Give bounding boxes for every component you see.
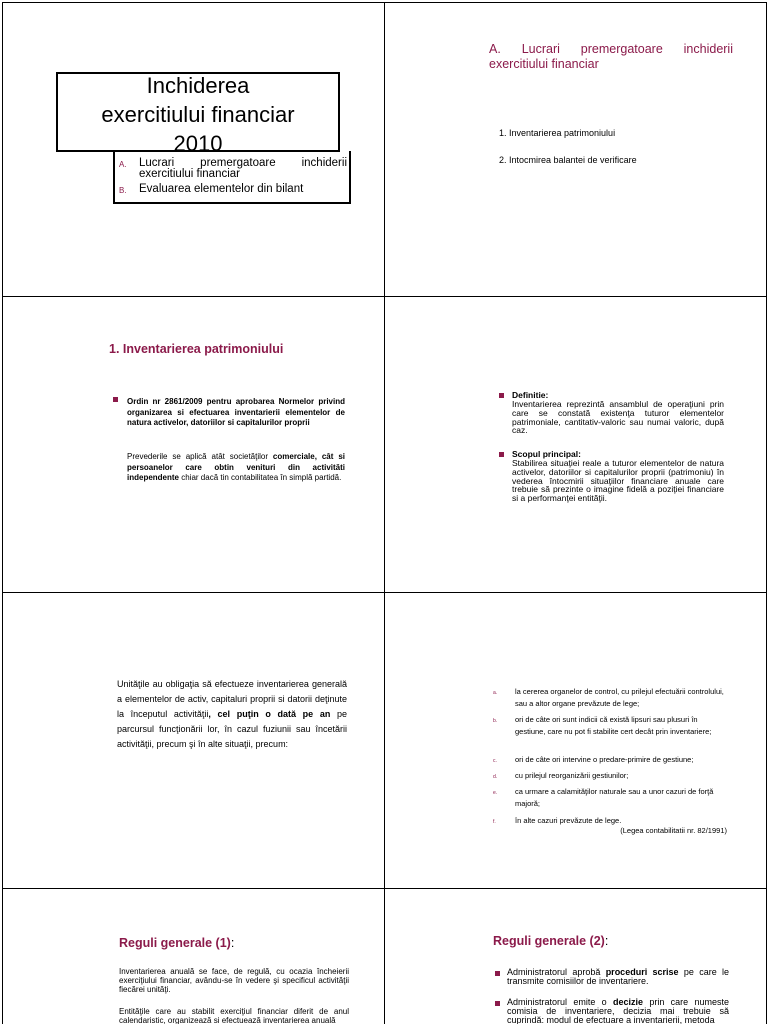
bullet-square-icon [499, 452, 504, 457]
slide-heading: 1. Inventarierea patrimoniului [109, 342, 284, 356]
item-text: cu prilejul reorganizării gestiunilor; [515, 771, 629, 780]
list-item [493, 714, 727, 738]
item-label: e. [493, 790, 498, 796]
list-item: 2. Intocmirea balantei de verificare [499, 155, 637, 165]
item-text: ca urmare a calamităţilor naturale sau a unor cazuri de forţă majoră; [515, 787, 714, 808]
list-item [493, 754, 727, 766]
slide-title [2, 2, 386, 298]
title-line-2: exercitiului financiar [101, 102, 295, 127]
slide-premergatoare [384, 2, 767, 298]
paragraph [127, 452, 345, 484]
section-text: Inventarierea reprezintă ansamblul de operaţiuni prin care se constată existenţa tuturor elementelor patrimoniale, cantitativ-valoric sau numai valoric, după caz. [512, 399, 724, 436]
slide-definitie [384, 296, 767, 594]
item-text: Evaluarea elementelor din bilant [139, 183, 304, 195]
item-label: f. [493, 819, 496, 825]
subtitle-item-b [119, 184, 347, 195]
heading-line-2: exercitiului financiar [489, 57, 599, 71]
title-line-3: 2010 [173, 131, 223, 156]
bullet-square-icon [113, 397, 118, 402]
bullet-text-part: Administratorul aprobă [507, 967, 606, 977]
presentation-title [56, 71, 340, 158]
list-item [493, 770, 727, 782]
paragraph-bold: , cel puţin o dată pe an [208, 709, 331, 719]
paragraph-text: chiar dacă tin contabilitatea în simplă partidă. [179, 473, 342, 482]
title-line-1: Inchiderea [146, 73, 250, 98]
bullet-text: Ordin nr 2861/2009 pentru aprobarea Normelor privind organizarea si efectuarea inventarierii elementelor de natura activelor, datoriilor si capitalurilor proprii [127, 397, 345, 427]
slide-inventarierea [2, 296, 386, 594]
paragraph-text: Prevederile se aplică atât societăţilor [127, 452, 273, 461]
item-label: b. [493, 718, 498, 724]
item-text: ori de câte ori sunt indicii că există lipsuri sau plusuri în gestiune, care nu pot fi stabilite cert decât prin inventariere; [515, 715, 712, 736]
bullet-text [507, 998, 729, 1024]
slide-reguli-1 [2, 888, 386, 1024]
paragraph-text: Unităţile au obligaţia să efectueze inventarierea generală a elementelor de activ, capitaluri proprii si datorii deţinute la începutul activităţii [117, 679, 347, 719]
bullet-square-icon [495, 971, 500, 976]
item-label: A. [119, 160, 127, 169]
bullet-square-icon [499, 393, 504, 398]
item-label: d. [493, 774, 498, 780]
item-label: c. [493, 758, 497, 764]
item-text: ori de câte ori intervine o predare-primire de gestiune; [515, 755, 694, 764]
list-item [493, 786, 727, 810]
section-heading: Definitie: [512, 390, 549, 400]
list-item [493, 686, 727, 710]
heading-text: Reguli generale (2) [493, 934, 605, 948]
list-item: 1. Inventarierea patrimoniului [499, 128, 616, 138]
bullet-text-bold: decizie [612, 997, 643, 1007]
slide-heading [493, 934, 608, 948]
heading-line-1: A. Lucrari premergatoare inchiderii [489, 42, 733, 56]
slide-heading [119, 936, 234, 950]
paragraph: Inventarierea anuală se face, de regulă, cu ocazia încheierii exerciţiului financiar, avându-se în vedere şi specificul activităţii fiecărei unităţi. [119, 967, 349, 994]
heading-colon: : [604, 934, 609, 948]
section-heading: Scopul principal: [512, 449, 581, 459]
bullet-text-part: pe care le transmite comisiilor de inventariere. [507, 967, 730, 986]
slide-situatii [384, 592, 767, 890]
slide-obligatie [2, 592, 386, 890]
bullet-text-part: prin care numeste comisia de inventariere, decizia mai trebuie să cuprindă: modul de efectuare a inventarierii, metoda [507, 997, 729, 1024]
heading-colon: : [230, 936, 235, 950]
paragraph-bold: comerciale, cât si persoanelor care obtin venituri din activităti independente [127, 452, 345, 482]
item-text: Lucrari premergatoare inchiderii exercitiului financiar [139, 157, 347, 180]
bullet-square-icon [495, 1001, 500, 1006]
slide-reguli-2 [384, 888, 767, 1024]
subtitle-item-a [119, 158, 347, 180]
item-text: în alte cazuri prevăzute de lege. [515, 816, 622, 825]
bullet-text-part: Administratorul emite o [507, 997, 613, 1007]
item-label: B. [119, 186, 127, 195]
slide-heading [489, 42, 733, 72]
paragraph [117, 677, 347, 752]
paragraph-text: pe parcursul funcţionării lor, în cazul fuziunii sau încetării activităţii, precum şi în alte situaţii, precum: [117, 709, 348, 749]
item-label: a. [493, 690, 498, 696]
paragraph: Entităţile care au stabilit exerciţiul financiar diferit de anul calendaristic, organizează si efectuează inventarierea anuală [119, 1007, 349, 1024]
law-reference: (Legea contabilitatii nr. 82/1991) [620, 826, 727, 835]
bullet-text [507, 968, 729, 986]
bullet-text-bold: proceduri scrise [605, 967, 679, 977]
heading-text: Reguli generale (1) [119, 936, 231, 950]
item-text: la cererea organelor de control, cu prilejul efectuării controlului, sau a altor organe prevăzute de lege; [515, 687, 724, 708]
section-text: Stabilirea situaţiei reale a tuturor elementelor de natura activelor, datoriilor si capitalurilor proprii (patrimoniu) în vederea întocmirii situaţiilor financiare anuale care trebuie să prezinte o imagine fidelă a poziţiei financiare si a performanţei entităţii. [512, 458, 724, 504]
